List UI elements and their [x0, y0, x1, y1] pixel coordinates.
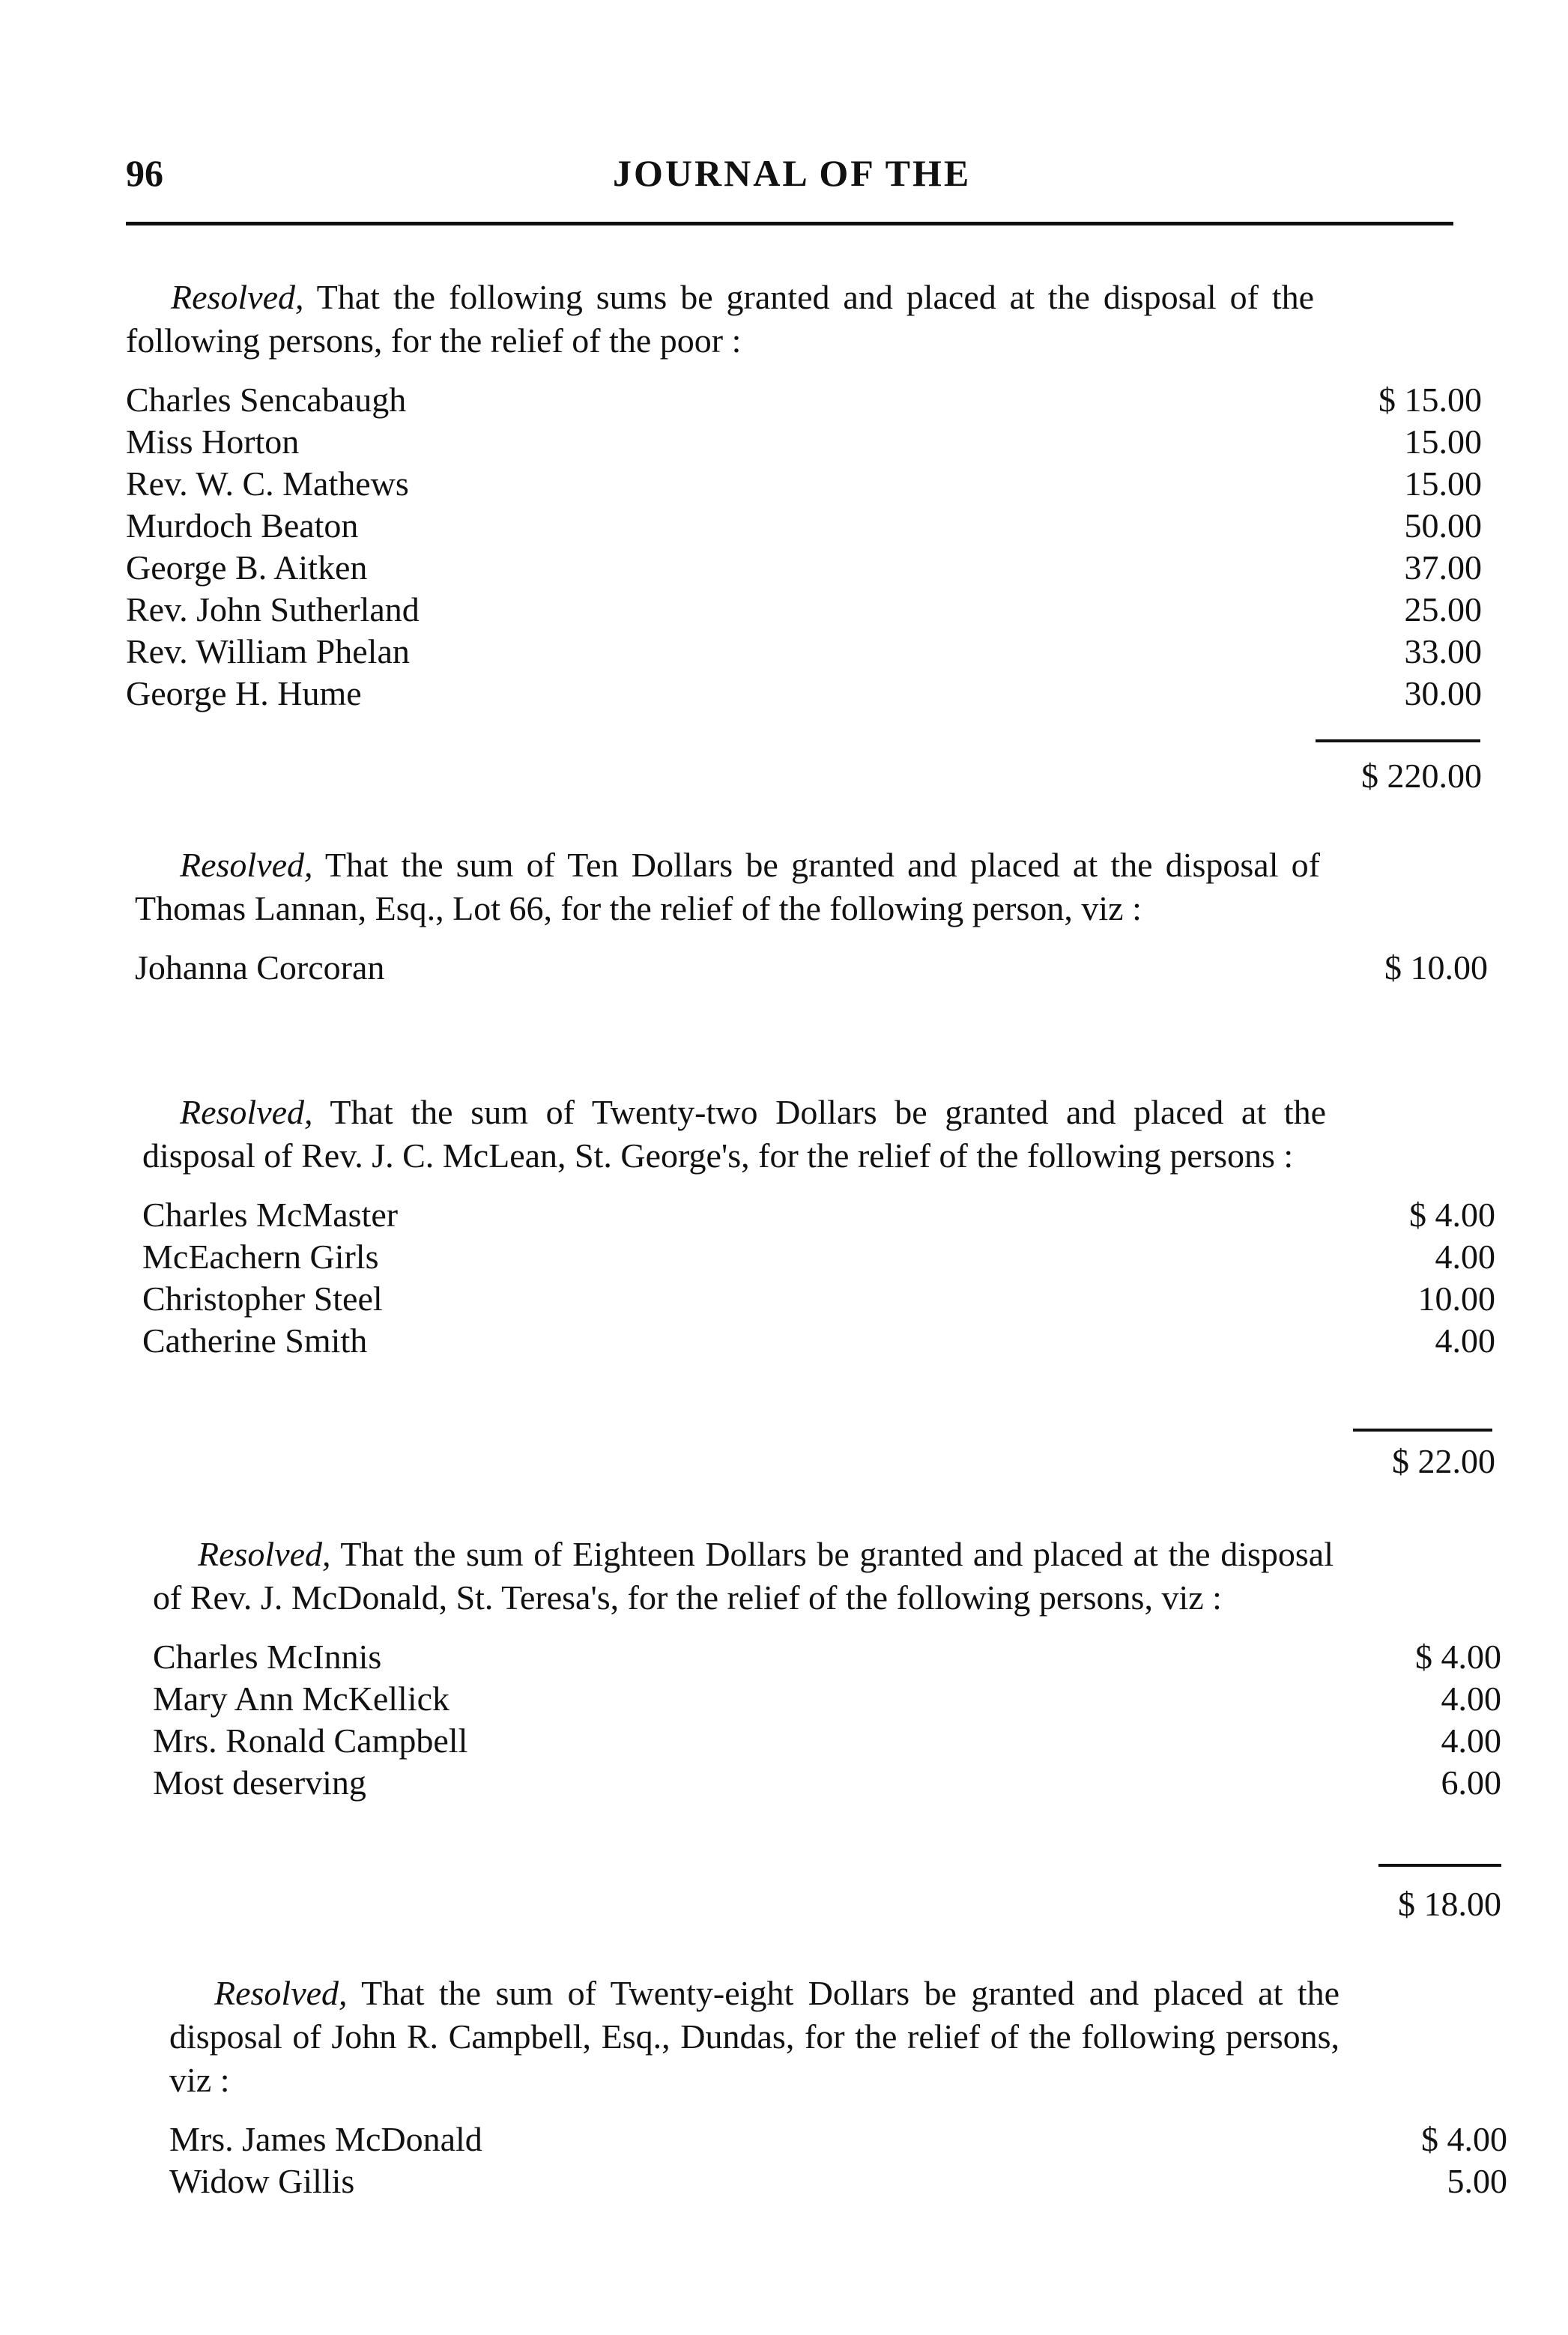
recipient-name: George B. Aitken [126, 548, 368, 587]
resolution-text [153, 1533, 1334, 1620]
list-item [153, 1720, 1501, 1762]
amount: $ 4.00 [1409, 1196, 1495, 1234]
list-item [126, 463, 1482, 505]
resolution-body: That the sum of Twenty-two Dollars be granted and placed at the disposal of Rev. J. C. McLean, St. George's, for the relief of the following persons : [142, 1093, 1326, 1175]
resolution-4 [153, 1533, 1501, 1804]
resolution-text [169, 1972, 1340, 2102]
amount: 4.00 [1441, 1721, 1501, 1760]
resolution-2 [135, 844, 1488, 989]
header-rule [126, 222, 1453, 225]
recipient-name: McEachern Girls [142, 1238, 379, 1276]
resolution-lead: Resolved, [171, 278, 304, 316]
entry-list [135, 947, 1488, 989]
amount: 4.00 [1435, 1321, 1495, 1360]
resolution-text [142, 1091, 1326, 1178]
total-rule [1353, 1429, 1492, 1432]
list-item [153, 1762, 1501, 1804]
page-number: 96 [126, 152, 163, 194]
resolution-lead: Resolved, [214, 1974, 348, 2012]
recipient-name: Mrs. James McDonald [169, 2120, 482, 2158]
resolution-text [126, 276, 1314, 363]
amount: 4.00 [1441, 1680, 1501, 1718]
resolution-3 [142, 1091, 1495, 1362]
resolution-text [135, 844, 1320, 930]
amount: 15.00 [1404, 464, 1482, 503]
recipient-name: Johanna Corcoran [135, 948, 385, 987]
amount: 50.00 [1404, 506, 1482, 545]
list-item [126, 673, 1482, 715]
resolution-1 [126, 276, 1482, 715]
recipient-name: Charles McInnis [153, 1638, 382, 1676]
amount: 25.00 [1404, 590, 1482, 629]
list-item [126, 631, 1482, 673]
recipient-name: Christopher Steel [142, 1279, 383, 1318]
list-item [142, 1278, 1495, 1320]
list-item [126, 505, 1482, 547]
recipient-name: Mrs. Ronald Campbell [153, 1721, 468, 1760]
total-amount: $ 220.00 [1361, 757, 1482, 795]
recipient-name: Charles McMaster [142, 1196, 399, 1234]
amount: 6.00 [1441, 1763, 1501, 1802]
total-rule [1316, 739, 1480, 742]
recipient-name: Most deserving [153, 1763, 366, 1802]
list-item [142, 1194, 1495, 1236]
recipient-name: Miss Horton [126, 423, 300, 461]
page-header [126, 151, 1453, 211]
resolution-lead: Resolved, [180, 1093, 313, 1131]
amount: 33.00 [1404, 632, 1482, 670]
total-amount: $ 22.00 [1392, 1442, 1495, 1480]
list-item [135, 947, 1488, 989]
resolution-body: That the following sums be granted and placed at the disposal of the following persons, for the relief of the poor : [126, 278, 1315, 360]
list-item [126, 379, 1482, 421]
entry-list [142, 1194, 1495, 1362]
recipient-name: George H. Hume [126, 674, 362, 712]
amount: 4.00 [1435, 1238, 1495, 1276]
list-item [169, 2160, 1507, 2202]
amount: $ 10.00 [1384, 948, 1488, 987]
amount: 5.00 [1447, 2162, 1507, 2200]
resolution-lead: Resolved, [198, 1535, 331, 1573]
recipient-name: Rev. William Phelan [126, 632, 410, 670]
recipient-name: Catherine Smith [142, 1321, 368, 1360]
list-item [142, 1236, 1495, 1278]
resolution-body: That the sum of Eighteen Dollars be granted and placed at the disposal of Rev. J. McDonald, St. Teresa's, for the relief of the following persons, viz : [153, 1535, 1334, 1617]
entry-list [153, 1636, 1501, 1804]
recipient-name: Widow Gillis [169, 2162, 355, 2200]
resolution-5 [169, 1972, 1507, 2202]
resolution-body: That the sum of Twenty-eight Dollars be granted and placed at the disposal of John R. Campbell, Esq., Dundas, for the relief of the following persons, viz : [169, 1974, 1340, 2099]
list-item [126, 589, 1482, 631]
amount: $ 4.00 [1421, 2120, 1507, 2158]
amount: 37.00 [1404, 548, 1482, 587]
amount: 15.00 [1404, 423, 1482, 461]
running-head: JOURNAL OF THE [613, 152, 972, 194]
amount: $ 15.00 [1378, 381, 1482, 419]
recipient-name: Rev. John Sutherland [126, 590, 420, 629]
resolution-body: That the sum of Ten Dollars be granted and placed at the disposal of Thomas Lannan, Esq., Lot 66, for the relief of the following person, viz : [135, 846, 1320, 927]
amount: 10.00 [1417, 1279, 1495, 1318]
resolution-lead: Resolved, [180, 846, 313, 884]
entry-list [169, 2119, 1507, 2202]
recipient-name: Rev. W. C. Mathews [126, 464, 409, 503]
list-item [126, 547, 1482, 589]
list-item [169, 2119, 1507, 2160]
recipient-name: Mary Ann McKellick [153, 1680, 450, 1718]
entry-list [126, 379, 1482, 715]
list-item [142, 1320, 1495, 1362]
list-item [153, 1636, 1501, 1678]
recipient-name: Charles Sencabaugh [126, 381, 407, 419]
total-rule [1378, 1864, 1501, 1867]
list-item [153, 1678, 1501, 1720]
total-amount: $ 18.00 [1398, 1885, 1501, 1923]
list-item [126, 421, 1482, 463]
recipient-name: Murdoch Beaton [126, 506, 359, 545]
amount: $ 4.00 [1415, 1638, 1501, 1676]
amount: 30.00 [1404, 674, 1482, 712]
